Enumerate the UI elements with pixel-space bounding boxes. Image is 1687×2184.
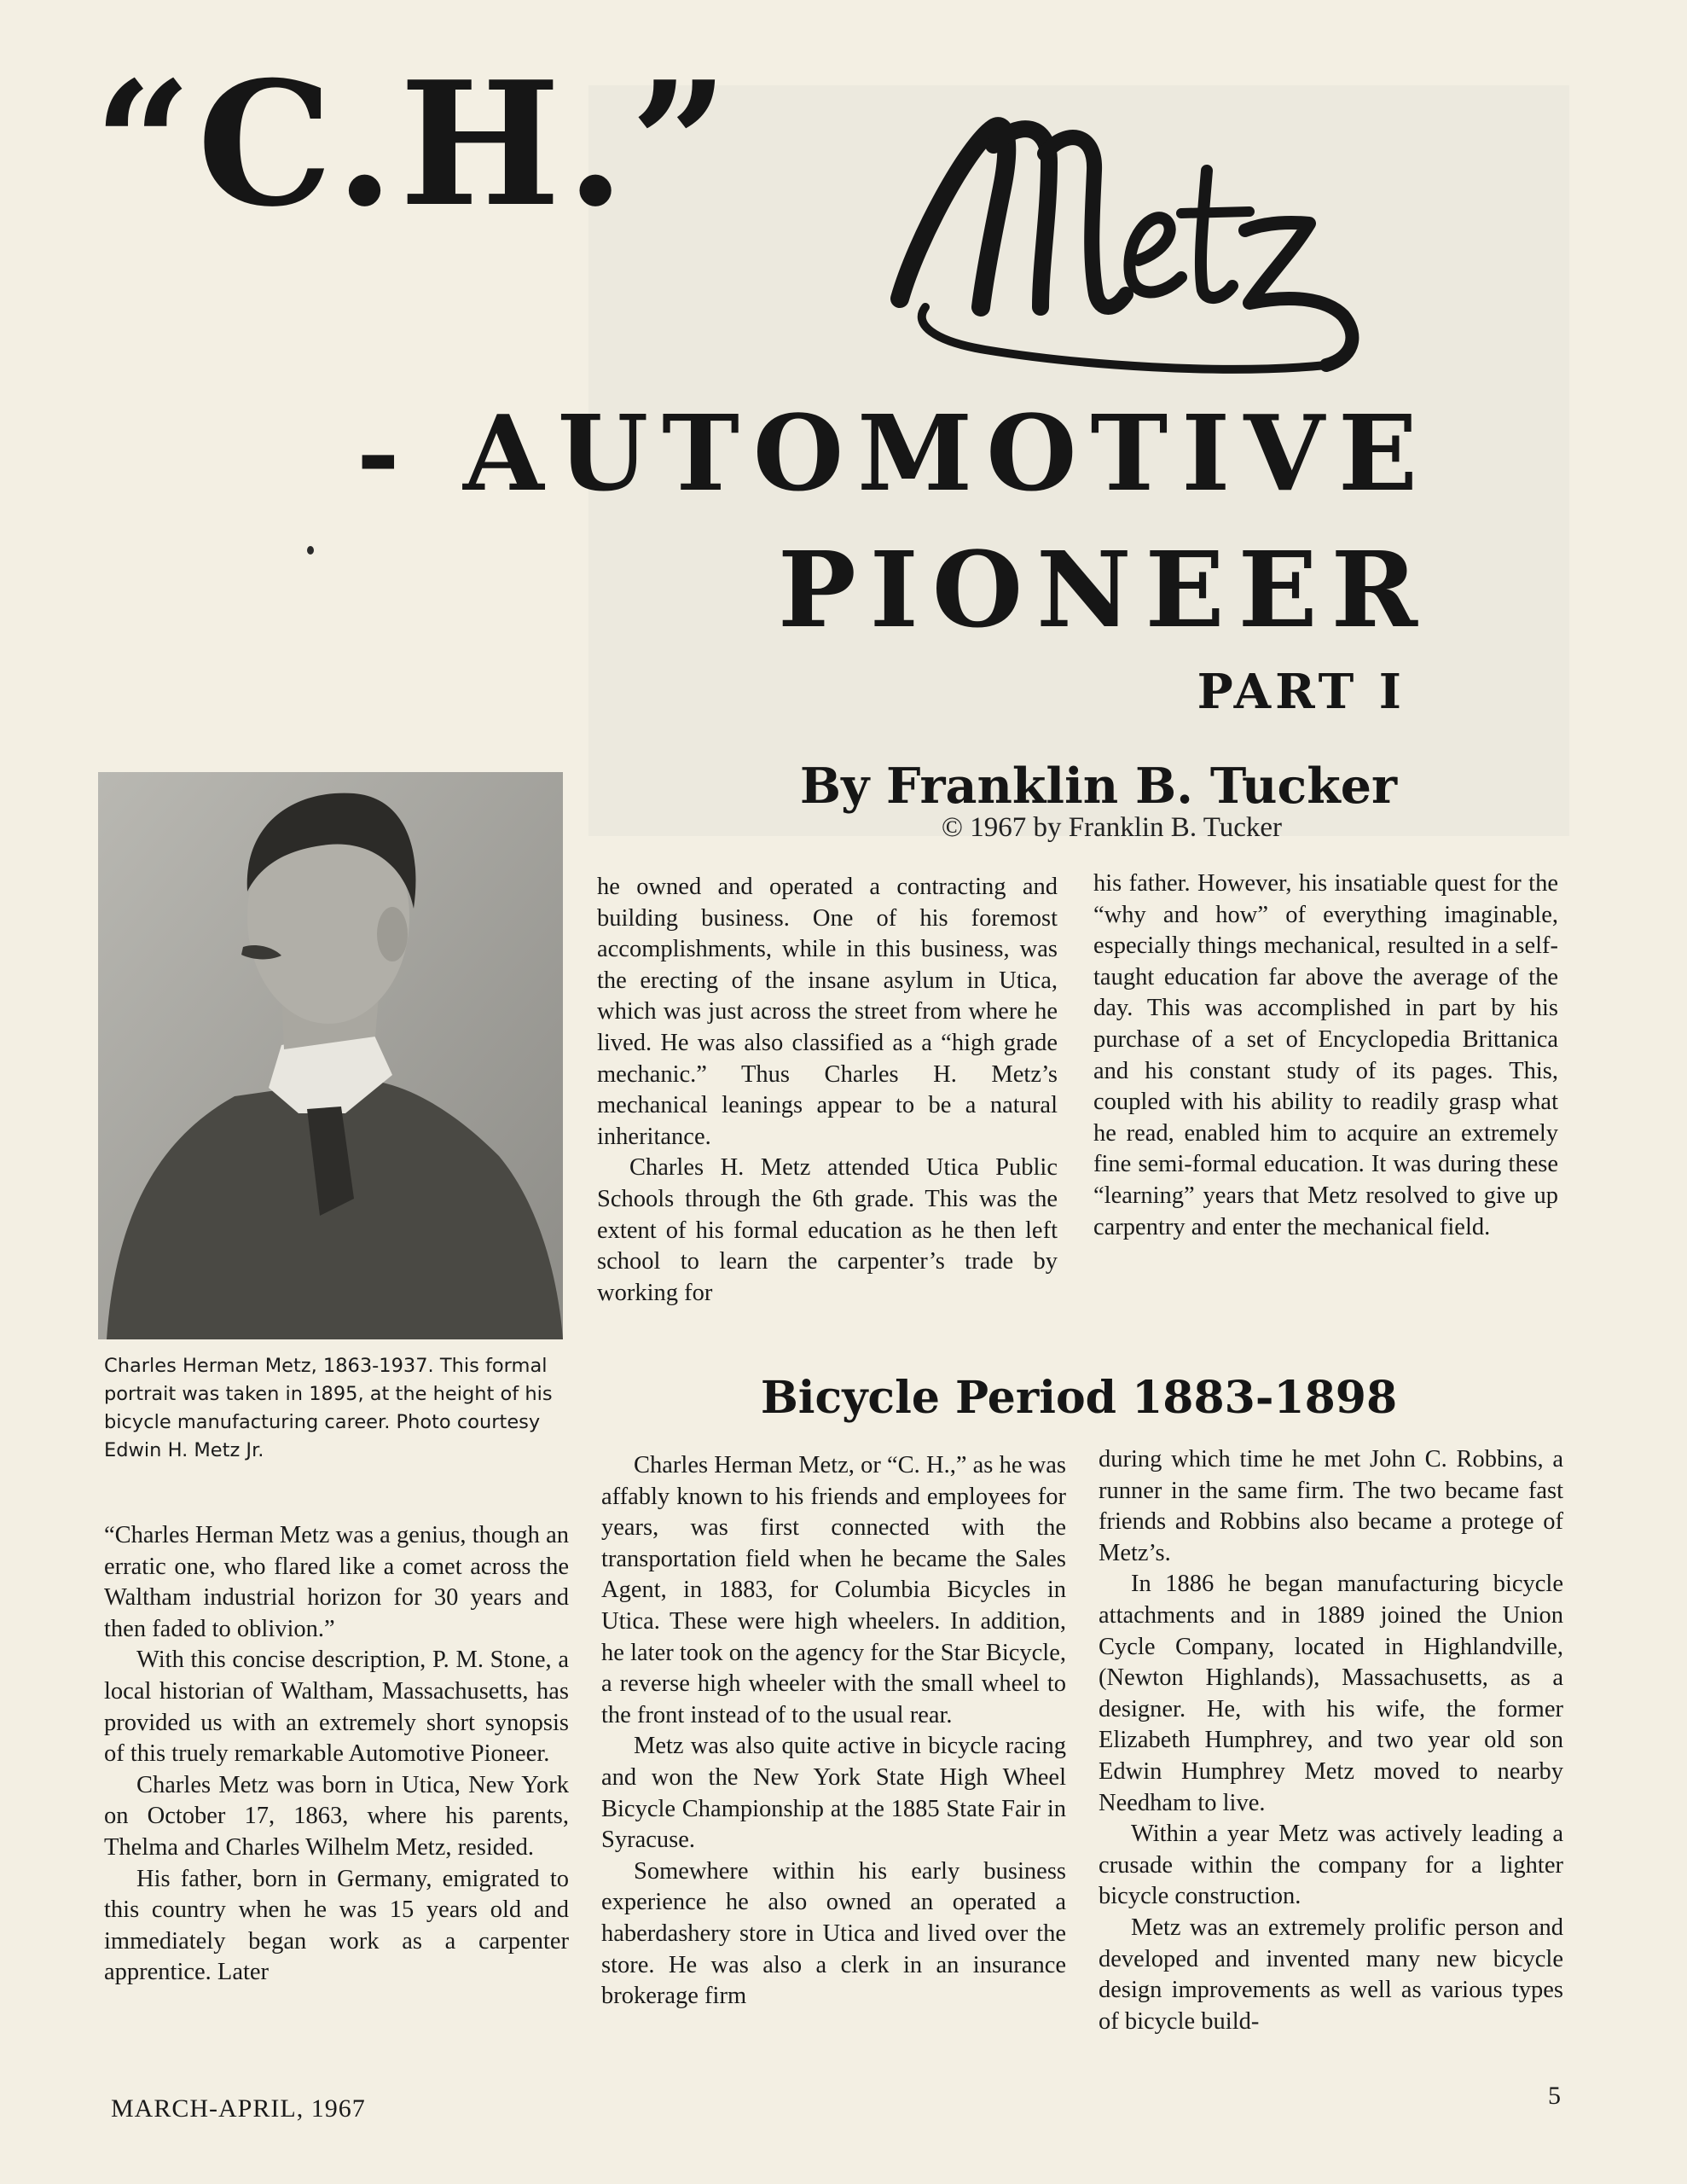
left-column [104,1520,569,1989]
paragraph: Charles Herman Metz, or “C. H.,” as he was affably known to his friends and employees for years, was first connected with the transportation field when he became the Sales Agent, in 1883, for Columbia Bicycles in Utica. These were high wheelers. In addition, he later took on the agency for the Star Bicycle, a reverse high wheeler with the small wheel to the front instead of to the usual rear. [601,1452,1066,1728]
copyright-line: © 1967 by Franklin B. Tucker [941,812,1282,843]
issue-date: MARCH-APRIL, 1967 [111,2094,366,2123]
metz-script-logo [866,94,1412,375]
page-number: 5 [1548,2082,1561,2110]
paragraph: Charles Metz was born in Utica, New York on October 17, 1863, where his parents, Thelma and Charles Wilhelm Metz, resided. [104,1771,569,1861]
paragraph: Charles H. Metz attended Utica Public Schools through the 6th grade. This was the extent of his formal education as he then left school to learn the carpenter’s trade by working for [597,1154,1058,1306]
portrait-photo [98,772,563,1339]
paragraph: Metz was also quite active in bicycle racing and won the New York State High Wheel Bicycle Championship at the 1885 State Fair in Syracuse. [601,1733,1066,1854]
byline: By Franklin B. Tucker [799,758,1397,815]
paragraph: His father, born in Germany, emigrated to this country when he was 15 years old and immediately began work as a carpenter apprentice. Later [104,1865,569,1986]
paragraph: With this concise description, P. M. Stone, a local historian of Waltham, Massachusetts, has provided us with an extremely short synopsis of this truely remarkable Automotive Pioneer. [104,1647,569,1768]
part-label: PART I [1197,664,1406,720]
paragraph: he owned and operated a contracting and building business. One of his foremost accomplishments, while in this business, was the erecting of the insane asylum in Utica, which was just across the street from where he lived. He was also classified as a “high grade mechanic.” Thus Charles H. Metz’s mechanical leanings appear to be a natural inheritance. [597,874,1058,1150]
ink-dot [307,546,314,555]
section-heading: Bicycle Period 1883-1898 [760,1372,1398,1424]
paragraph: Within a year Metz was actively leading a crusade within the company for a lighter bicycle construction. [1099,1821,1563,1910]
lower-right-column [1099,1444,1563,2037]
paragraph: “Charles Herman Metz was a genius, though an erratic one, who flared like a comet across the Waltham industrial horizon for 30 years and then faded to oblivion.” [104,1522,569,1642]
paragraph: Somewhere within his early business experience he also owned an operated a haberdashery store in Utica and lived over the store. He was also a clerk in an insurance brokerage firm [601,1857,1066,2010]
title-pioneer: PIONEER [778,528,1431,651]
paragraph: Metz was an extremely prolific person and developed and invented many new bicycle design improvements as well as various types of bicycle build- [1099,1914,1563,2035]
upper-right-column [1093,868,1558,1243]
lower-middle-column [601,1450,1066,2013]
metz-logo-text: Metz [866,94,868,95]
title-ch: “C.H.” [94,44,733,245]
paragraph: In 1886 he began manufacturing bicycle attachments and in 1889 joined the Union Cycle Company, located in Highlandville, (Newton Highlands), Massachusetts, as a designer. He, with his wife, the former Elizabeth Humphrey, and two year old son Edwin Humphrey Metz moved to nearby Needham to live. [1099,1571,1563,1816]
paragraph: during which time he met John C. Robbins, a runner in the same firm. The two became fast friends and Robbins also became a protege of Metz’s. [1099,1446,1563,1566]
title-automotive: - AUTOMOTIVE [356,392,1431,514]
photo-caption: Charles Herman Metz, 1863-1937. This formal portrait was taken in 1895, at the height of his bicycle manufacturing career. Photo courtesy Edwin H. Metz Jr. [104,1355,553,1461]
paragraph: his father. However, his insatiable quest for the “why and how” of everything imaginable, especially things mechanical, resulted in a self-taught education far above the average of the day. This was accomplished in part by his purchase of a set of Encyclopedia Brittanica and his constant study of its pages. This, coupled with his ability to readily grasp what he read, enabled him to acquire an extremely fine semi-formal education. It was during these “learning” years that Metz resolved to give up carpentry and enter the mechanical field. [1093,870,1558,1240]
upper-middle-column [597,872,1058,1309]
